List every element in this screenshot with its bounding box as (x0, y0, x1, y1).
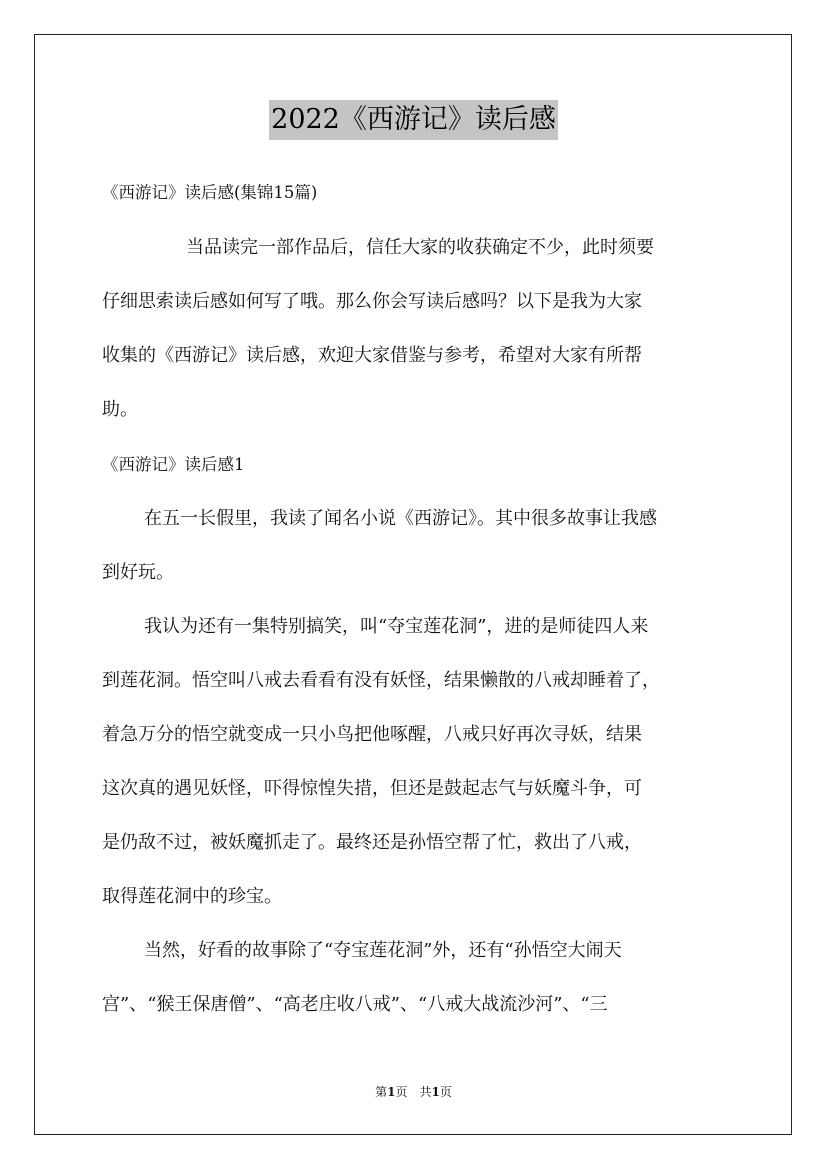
intro-line-1: 当品读完一部作品后，信任大家的收获确定不少，此时须要 (186, 237, 654, 258)
paragraph3-line-1: 当然，好看的故事除了“夺宝莲花洞”外，还有“孙悟空大闹天 (144, 940, 622, 961)
paragraph3-line-2: 宫”、“猴王保唐僧”、“高老庄收八戒”、“八戒大战流沙河”、“三 (102, 994, 608, 1015)
footer-prefix: 第 (375, 1085, 388, 1099)
footer-current-page: 1 (387, 1085, 396, 1099)
intro-line-4: 助。 (102, 399, 138, 420)
section-heading: 《西游记》读后感1 (102, 455, 245, 474)
paragraph2-line-1: 我认为还有一集特别搞笑，叫“夺宝莲花洞”，进的是师徒四人来 (144, 616, 649, 637)
paragraph2-line-6: 取得莲花洞中的珍宝。 (102, 886, 282, 907)
paragraph2-line-5: 是仍敌不过，被妖魔抓走了。最终还是孙悟空帮了忙，救出了八戒， (102, 832, 642, 853)
title-container (0, 100, 827, 140)
document-title: 2022《西游记》读后感 (269, 100, 558, 140)
paragraph1-line-1: 在五一长假里，我读了闻名小说《西游记》。其中很多故事让我感 (144, 508, 657, 529)
paragraph2-line-4: 这次真的遇见妖怪，吓得惊惶失措，但还是鼓起志气与妖魔斗争，可 (102, 778, 642, 799)
footer-total-pages: 1 (431, 1085, 440, 1099)
intro-line-3: 收集的《西游记》读后感，欢迎大家借鉴与参考，希望对大家有所帮 (102, 345, 642, 366)
paragraph2-line-3: 着急万分的悟空就变成一只小鸟把他啄醒，八戒只好再次寻妖，结果 (102, 724, 642, 745)
footer-mid: 页 共 (395, 1085, 432, 1099)
footer-suffix: 页 (439, 1085, 452, 1099)
paragraph2-line-2: 到莲花洞。悟空叫八戒去看看有没有妖怪，结果懒散的八戒却睡着了， (102, 670, 660, 691)
intro-line-2: 仔细思索读后感如何写了哦。那么你会写读后感吗？以下是我为大家 (102, 291, 642, 312)
document-subtitle: 《西游记》读后感(集锦15篇) (102, 183, 318, 202)
paragraph1-line-2: 到好玩。 (102, 562, 174, 583)
page-footer (0, 1084, 827, 1100)
